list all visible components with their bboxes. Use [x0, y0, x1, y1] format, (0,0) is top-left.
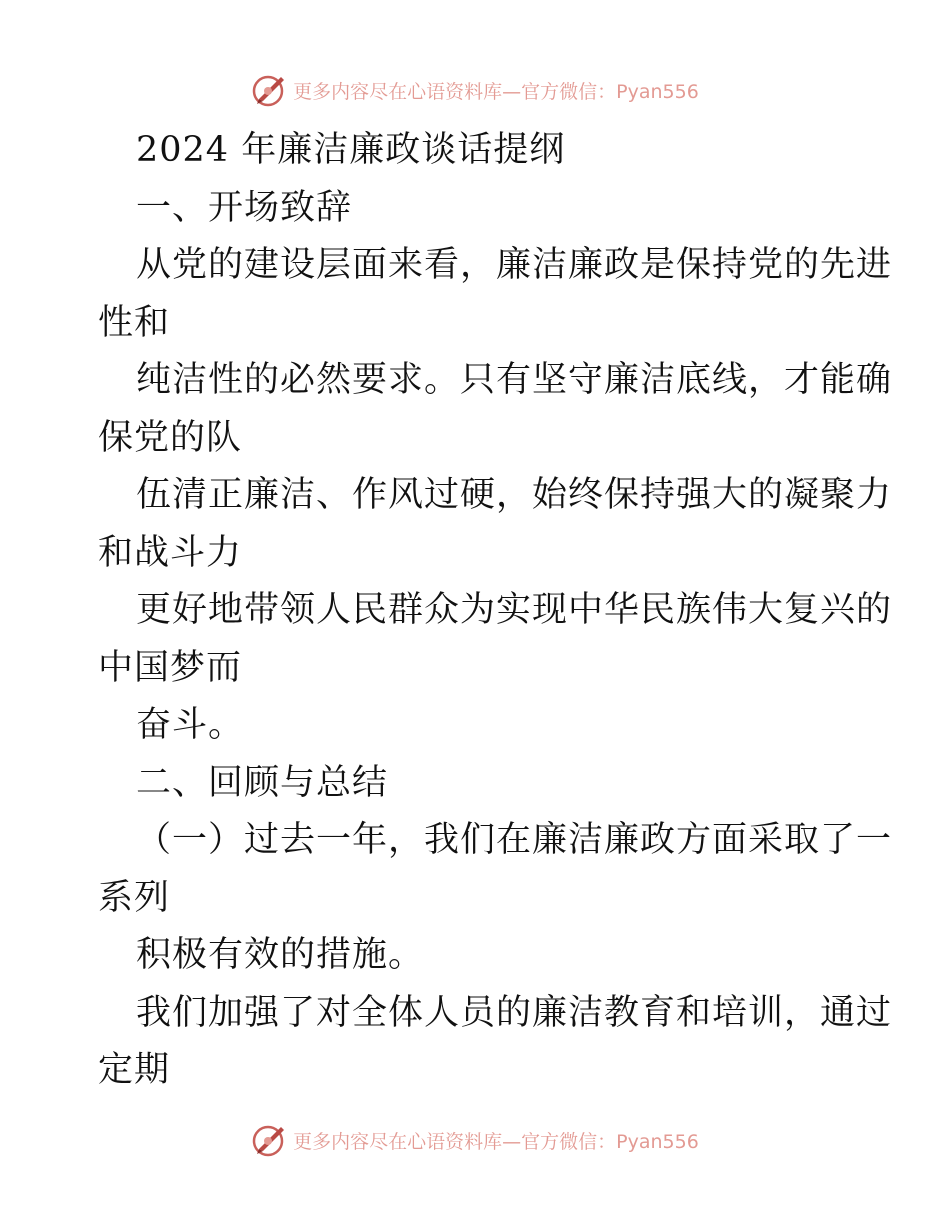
paragraph-line: 纯洁性的必然要求。只有坚守廉洁底线，才能确 — [136, 360, 893, 400]
watermark-text: 更多内容尽在心语资料库—官方微信：Pyan556 — [293, 80, 699, 103]
paragraph-line: 伍清正廉洁、作风过硬，始终保持强大的凝聚力 — [136, 475, 893, 515]
footer-watermark — [0, 1120, 950, 1160]
paragraph-line: 奋斗。 — [136, 705, 245, 745]
pen-brush-logo-icon — [251, 72, 289, 108]
paragraph-line: （一）过去一年，我们在廉洁廉政方面采取了一 — [136, 820, 893, 860]
watermark-text: 更多内容尽在心语资料库—官方微信：Pyan556 — [293, 1130, 699, 1153]
paragraph-line: 性和 — [98, 302, 171, 343]
paragraph-line: 定期 — [98, 1050, 171, 1090]
section-heading: 二、回顾与总结 — [136, 762, 389, 803]
paragraph-line: 中国梦而 — [98, 647, 243, 688]
paragraph-line: 和战斗力 — [98, 532, 243, 573]
paragraph-line: 系列 — [98, 877, 171, 918]
pen-brush-logo-icon — [251, 1122, 289, 1158]
header-watermark — [0, 70, 950, 110]
paragraph-line: 我们加强了对全体人员的廉洁教育和培训，通过 — [136, 992, 893, 1033]
paragraph-line: 更好地带领人民群众为实现中华民族伟大复兴的 — [136, 590, 893, 630]
paragraph-line: 从党的建设层面来看，廉洁廉政是保持党的先进 — [136, 245, 893, 285]
section-heading: 一、开场致辞 — [136, 187, 353, 228]
document-title: 2024 年廉洁廉政谈话提纲 — [136, 130, 566, 170]
paragraph-line: 积极有效的措施。 — [136, 935, 425, 975]
paragraph-line: 保党的队 — [98, 417, 243, 458]
document-body — [98, 122, 893, 1100]
